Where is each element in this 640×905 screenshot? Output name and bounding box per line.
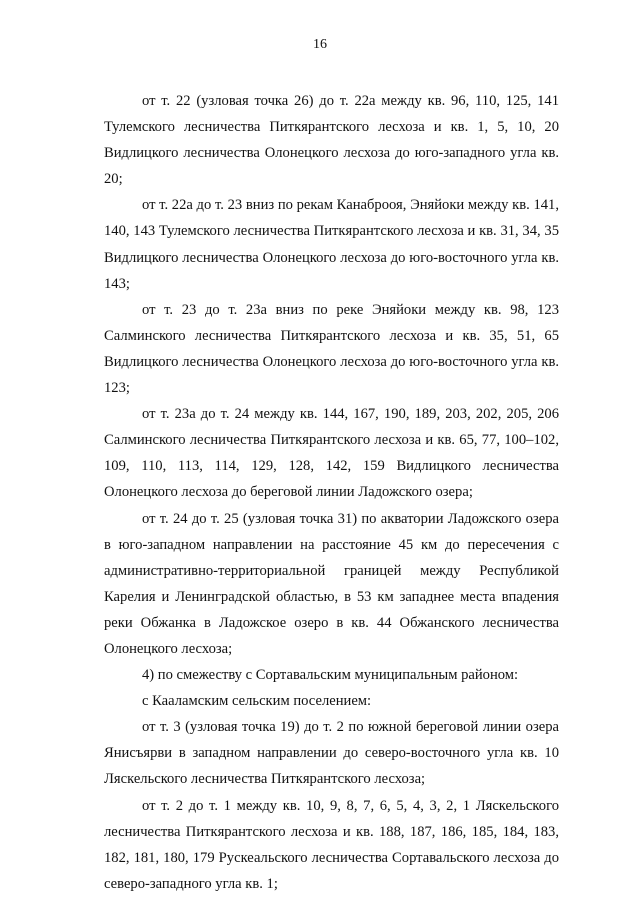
paragraph-2: от т. 22а до т. 23 вниз по рекам Канаброоя, Эняйоки между кв. 141, 140, 143 Тулемского лесничества Питкярантского лесхоза и кв. 31, 34, 35 Видлицкого лесничества Олонецкого лесхоза до юго-восточного угла кв. 143; <box>104 197 559 292</box>
paragraph-5: от т. 24 до т. 25 (узловая точка 31) по акватории Ладожского озера в юго-западном направлении на расстояние 45 км до пересечения с административно-территориальной границей между Республикой Карелия и Ленинградской областью, в 53 км западнее места впадения реки Обжанка в Ладожское озеро в кв. 44 Обжанского лесничества Олонецкого лесхоза; <box>104 510 559 657</box>
paragraph-6: 4) по смежеству с Сортавальским муниципальным районом: <box>142 667 519 684</box>
page-number: 16 <box>313 37 327 52</box>
document-body <box>104 88 559 897</box>
paragraph-9: от т. 2 до т. 1 между кв. 10, 9, 8, 7, 6, 5, 4, 3, 2, 1 Ляскельского лесничества Питкярантского лесхоза и кв. 188, 187, 186, 185, 184, 183, 182, 181, 180, 179 Рускеальского лесничества Сортавальского лесхоза до северо-западного угла кв. 1; <box>104 797 559 892</box>
paragraph-3: от т. 23 до т. 23а вниз по реке Эняйоки между кв. 98, 123 Салминского лесничества Питкярантского лесхоза и кв. 35, 51, 65 Видлицкого лесничества Олонецкого лесхоза до юго-восточного угла кв. 123; <box>104 301 559 397</box>
paragraph-7: с Кааламским сельским поселением: <box>142 693 372 710</box>
paragraph-1: от т. 22 (узловая точка 26) до т. 22а между кв. 96, 110, 125, 141 Тулемского лесничества Питкярантского лесхоза и кв. 1, 5, 10, 20 Видлицкого лесничества Олонецкого лесхоза до юго-западного угла кв. 20; <box>104 93 559 188</box>
paragraph-4: от т. 23а до т. 24 между кв. 144, 167, 190, 189, 203, 202, 205, 206 Салминского лесничества Питкярантского лесхоза и кв. 65, 77, 100–102, 109, 110, 113, 114, 129, 128, 142, 159 Видлицкого лесничества Олонецкого лесхоза до береговой линии Ладожского озера; <box>104 406 559 501</box>
paragraph-8: от т. 3 (узловая точка 19) до т. 2 по южной береговой линии озера Янисъярви в западном направлении до северо-восточного угла кв. 10 Ляскельского лесничества Питкярантского лесхоза; <box>104 719 559 788</box>
